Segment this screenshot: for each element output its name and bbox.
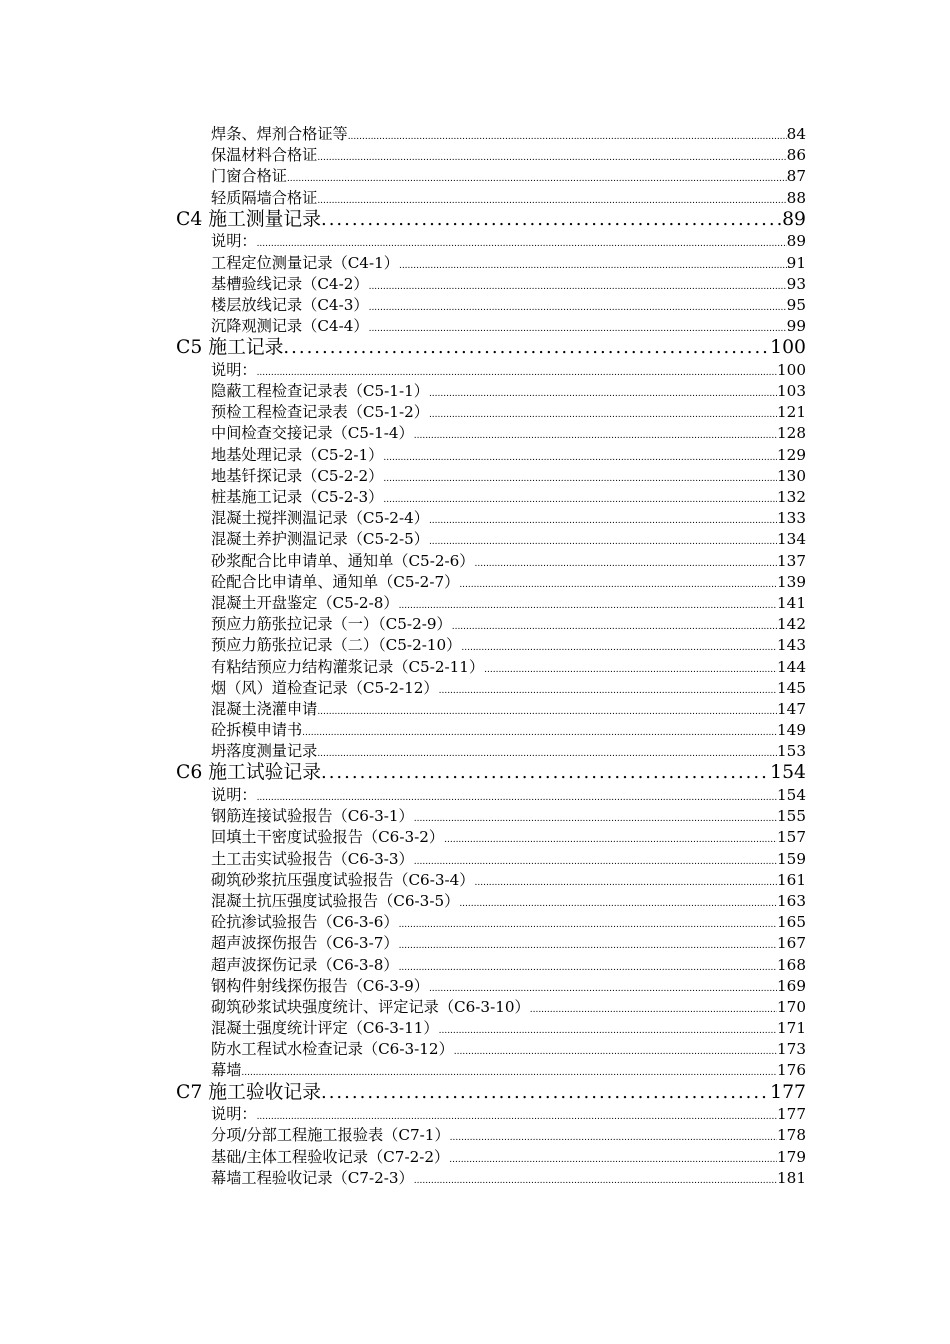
toc-entry[interactable]	[176, 1168, 806, 1189]
toc-page-number: 130	[777, 466, 806, 485]
toc-page-number: 86	[786, 146, 806, 165]
toc-page-number: 155	[777, 807, 806, 826]
toc-entry-title: 超声波探伤报告（C6-3-7）	[211, 934, 399, 953]
toc-entry-title: C4 施工测量记录	[176, 208, 321, 230]
toc-entry[interactable]	[176, 381, 806, 402]
toc-section-entry[interactable]	[176, 1082, 806, 1105]
toc-entry-title: 烟（风）道检查记录（C5-2-12）	[211, 678, 439, 697]
dot-leader	[321, 1082, 770, 1105]
toc-entry-title: 钢构件射线探伤报告（C6-3-9）	[211, 976, 429, 995]
dot-leader	[302, 723, 777, 744]
dot-leader	[287, 169, 787, 190]
toc-entry-title: 幕墙	[211, 1061, 242, 1080]
toc-entry[interactable]	[176, 231, 806, 252]
toc-entry-title: 砌筑砂浆试块强度统计、评定记录（C6-3-10）	[211, 997, 530, 1016]
dot-leader	[283, 337, 770, 360]
dot-leader	[444, 830, 777, 851]
toc-entry[interactable]	[176, 124, 806, 145]
toc-entry-title: 超声波探伤记录（C6-3-8）	[211, 955, 399, 974]
toc-entry[interactable]	[176, 1147, 806, 1168]
dot-leader	[383, 469, 777, 490]
dot-leader	[383, 490, 777, 511]
toc-page-number: 141	[777, 593, 806, 612]
toc-entry-title: C5 施工记录	[176, 337, 284, 359]
toc-entry-title: 地基钎探记录（C5-2-2）	[211, 466, 384, 485]
toc-entry-title: 说明：	[211, 360, 257, 379]
toc-entry[interactable]	[176, 145, 806, 166]
toc-entry[interactable]	[176, 614, 806, 635]
dot-leader	[459, 894, 777, 915]
toc-entry-title: 混凝土养护测温记录（C5-2-5）	[211, 530, 429, 549]
toc-entry[interactable]	[176, 1060, 806, 1081]
toc-entry-title: 回填土干密度试验报告（C6-3-2）	[211, 828, 445, 847]
table-of-contents	[176, 124, 806, 1189]
toc-entry[interactable]	[176, 678, 806, 699]
toc-entry-title: 预检工程检查记录表（C5-1-2）	[211, 403, 429, 422]
toc-entry-title: 混凝土抗压强度试验报告（C6-3-5）	[211, 891, 460, 910]
toc-entry[interactable]	[176, 806, 806, 827]
toc-entry[interactable]	[176, 572, 806, 593]
dot-leader	[459, 575, 777, 596]
toc-entry-title: 基槽验线记录（C4-2）	[211, 274, 369, 293]
toc-page-number: 171	[777, 1019, 806, 1038]
toc-page-number: 88	[786, 188, 806, 207]
toc-page-number: 153	[777, 742, 806, 761]
toc-entry[interactable]	[176, 1125, 806, 1146]
dot-leader	[429, 405, 777, 426]
toc-page-number: 165	[777, 913, 806, 932]
toc-entry[interactable]	[176, 487, 806, 508]
toc-entry[interactable]	[176, 1039, 806, 1060]
toc-entry-title: 土工击实试验报告（C6-3-3）	[211, 849, 414, 868]
toc-entry[interactable]	[176, 827, 806, 848]
toc-entry-title: 砼配合比申请单、通知单（C5-2-7）	[211, 572, 460, 591]
toc-entry-title: 混凝土强度统计评定（C6-3-11）	[211, 1019, 439, 1038]
toc-section-entry[interactable]	[176, 209, 806, 232]
toc-page-number: 93	[786, 274, 806, 293]
toc-entry[interactable]	[176, 870, 806, 891]
toc-page-number: 91	[786, 253, 806, 272]
toc-entry[interactable]	[176, 699, 806, 720]
toc-entry[interactable]	[176, 274, 806, 295]
toc-page-number: 178	[777, 1126, 806, 1145]
toc-entry-title: 分项/分部工程施工报验表（C7-1）	[211, 1126, 450, 1145]
toc-entry[interactable]	[176, 295, 806, 316]
toc-entry-title: 说明：	[211, 232, 257, 251]
toc-entry[interactable]	[176, 402, 806, 423]
toc-entry-title: 中间检查交接记录（C5-1-4）	[211, 424, 414, 443]
toc-entry[interactable]	[176, 785, 806, 806]
dot-leader	[414, 1171, 777, 1192]
dot-leader	[317, 702, 777, 723]
dot-leader	[429, 384, 777, 405]
toc-page-number: 154	[770, 762, 806, 784]
toc-page-number: 167	[777, 934, 806, 953]
dot-leader	[321, 762, 770, 785]
toc-entry[interactable]	[176, 1018, 806, 1039]
dot-leader	[414, 809, 777, 830]
toc-entry-title: 砌筑砂浆抗压强度试验报告（C6-3-4）	[211, 870, 475, 889]
toc-page-number: 177	[777, 1105, 806, 1124]
toc-entry[interactable]	[176, 955, 806, 976]
toc-entry[interactable]	[176, 891, 806, 912]
toc-page-number: 137	[777, 551, 806, 570]
toc-page-number: 144	[777, 657, 806, 676]
toc-page-number: 95	[786, 295, 806, 314]
toc-page-number: 163	[777, 891, 806, 910]
toc-page-number: 168	[777, 955, 806, 974]
dot-leader	[439, 681, 777, 702]
toc-entry[interactable]	[176, 912, 806, 933]
toc-entry-title: 有粘结预应力结构灌浆记录（C5-2-11）	[211, 657, 485, 676]
toc-page-number: 142	[777, 615, 806, 634]
dot-leader	[484, 660, 777, 681]
toc-entry[interactable]	[176, 316, 806, 337]
toc-entry-title: 砼拆模申请书	[211, 721, 303, 740]
toc-entry[interactable]	[176, 551, 806, 572]
toc-page-number: 143	[777, 636, 806, 655]
toc-entry[interactable]	[176, 529, 806, 550]
toc-page-number: 149	[777, 721, 806, 740]
toc-entry-title: 基础/主体工程验收记录（C7-2-2）	[211, 1147, 450, 1166]
dot-leader	[399, 256, 787, 277]
toc-page-number: 179	[777, 1147, 806, 1166]
toc-page-number: 147	[777, 699, 806, 718]
dot-leader	[317, 148, 786, 169]
toc-entry[interactable]	[176, 720, 806, 741]
toc-entry-title: 工程定位测量记录（C4-1）	[211, 253, 399, 272]
toc-entry-title: C6 施工试验记录	[176, 762, 321, 784]
toc-entry[interactable]	[176, 253, 806, 274]
toc-page-number: 159	[777, 849, 806, 868]
dot-leader	[475, 554, 778, 575]
toc-page-number: 177	[770, 1081, 806, 1103]
toc-entry-title: 隐蔽工程检查记录表（C5-1-1）	[211, 382, 429, 401]
toc-page-number: 100	[777, 360, 806, 379]
toc-entry[interactable]	[176, 741, 806, 762]
toc-entry[interactable]	[176, 466, 806, 487]
toc-entry-title: 混凝土开盘鉴定（C5-2-8）	[211, 593, 399, 612]
toc-entry[interactable]	[176, 360, 806, 381]
toc-entry-title: 砂浆配合比申请单、通知单（C5-2-6）	[211, 551, 475, 570]
dot-leader	[454, 1042, 777, 1063]
dot-leader	[399, 596, 777, 617]
toc-entry-title: 说明：	[211, 786, 257, 805]
toc-entry-title: 混凝土浇灌申请	[211, 699, 318, 718]
toc-section-entry[interactable]	[176, 337, 806, 360]
dot-leader	[348, 127, 787, 148]
dot-leader	[383, 448, 777, 469]
toc-page-number: 170	[777, 997, 806, 1016]
toc-page-number: 154	[777, 786, 806, 805]
toc-page-number: 121	[777, 403, 806, 422]
toc-page-number: 89	[782, 208, 806, 230]
toc-entry[interactable]	[176, 445, 806, 466]
dot-leader	[450, 1128, 777, 1149]
toc-entry[interactable]	[176, 849, 806, 870]
toc-entry[interactable]	[176, 188, 806, 209]
toc-entry-title: 混凝土搅拌测温记录（C5-2-4）	[211, 509, 429, 528]
toc-entry[interactable]	[176, 976, 806, 997]
toc-entry[interactable]	[176, 657, 806, 678]
toc-page-number: 161	[777, 870, 806, 889]
toc-page-number: 176	[777, 1061, 806, 1080]
dot-leader	[439, 1021, 777, 1042]
toc-entry-title: C7 施工验收记录	[176, 1081, 321, 1103]
toc-entry-title: 砼抗渗试验报告（C6-3-6）	[211, 913, 399, 932]
toc-entry-title: 轻质隔墙合格证	[211, 188, 318, 207]
toc-entry[interactable]	[176, 997, 806, 1018]
toc-section-entry[interactable]	[176, 762, 806, 785]
toc-entry-title: 焊条、焊剂合格证等	[211, 125, 348, 143]
toc-page-number: 103	[777, 382, 806, 401]
dot-leader	[530, 1000, 777, 1021]
dot-leader	[429, 532, 777, 553]
toc-entry[interactable]	[176, 423, 806, 444]
toc-entry[interactable]	[176, 593, 806, 614]
dot-leader	[399, 958, 777, 979]
toc-entry-title: 幕墙工程验收记录（C7-2-3）	[211, 1168, 414, 1187]
toc-page-number: 139	[777, 572, 806, 591]
toc-entry-title: 地基处理记录（C5-2-1）	[211, 445, 384, 464]
toc-entry[interactable]	[176, 166, 806, 187]
toc-page-number: 129	[777, 445, 806, 464]
toc-page-number: 128	[777, 424, 806, 443]
dot-leader	[475, 873, 778, 894]
toc-page-number: 89	[786, 232, 806, 251]
toc-page-number: 173	[777, 1040, 806, 1059]
toc-entry-title: 保温材料合格证	[211, 146, 318, 165]
toc-entry[interactable]	[176, 508, 806, 529]
dot-leader	[414, 426, 777, 447]
toc-page-number: 132	[777, 488, 806, 506]
dot-leader	[369, 277, 787, 298]
dot-leader	[452, 617, 777, 638]
toc-entry[interactable]	[176, 1104, 806, 1125]
toc-page-number: 133	[777, 509, 806, 528]
toc-page-number: 84	[786, 125, 806, 143]
toc-entry-title: 钢筋连接试验报告（C6-3-1）	[211, 807, 414, 826]
toc-page-number: 87	[786, 167, 806, 186]
toc-entry[interactable]	[176, 635, 806, 656]
toc-entry-title: 预应力筋张拉记录（一）（C5-2-9）	[211, 615, 452, 634]
toc-entry-title: 防水工程试水检查记录（C6-3-12）	[211, 1040, 454, 1059]
toc-entry-title: 桩基施工记录（C5-2-3）	[211, 488, 384, 506]
dot-leader	[461, 638, 777, 659]
dot-leader	[429, 511, 777, 532]
toc-page-number: 100	[770, 337, 806, 359]
dot-leader	[399, 915, 777, 936]
toc-entry-title: 门窗合格证	[211, 167, 287, 186]
toc-entry-title: 楼层放线记录（C4-3）	[211, 295, 369, 314]
toc-entry[interactable]	[176, 933, 806, 954]
toc-entry-title: 坍落度测量记录	[211, 742, 318, 761]
toc-page-number: 181	[777, 1168, 806, 1187]
dot-leader	[369, 298, 787, 319]
dot-leader	[399, 936, 777, 957]
toc-page-number: 134	[777, 530, 806, 549]
toc-page-number: 99	[786, 317, 806, 336]
toc-page-number: 145	[777, 678, 806, 697]
toc-page-number: 157	[777, 828, 806, 847]
toc-page-number: 169	[777, 976, 806, 995]
dot-leader	[321, 209, 782, 232]
toc-entry-title: 沉降观测记录（C4-4）	[211, 317, 369, 336]
toc-entry-title: 说明：	[211, 1105, 257, 1124]
toc-entry-title: 预应力筋张拉记录（二）（C5-2-10）	[211, 636, 462, 655]
dot-leader	[449, 1150, 777, 1171]
